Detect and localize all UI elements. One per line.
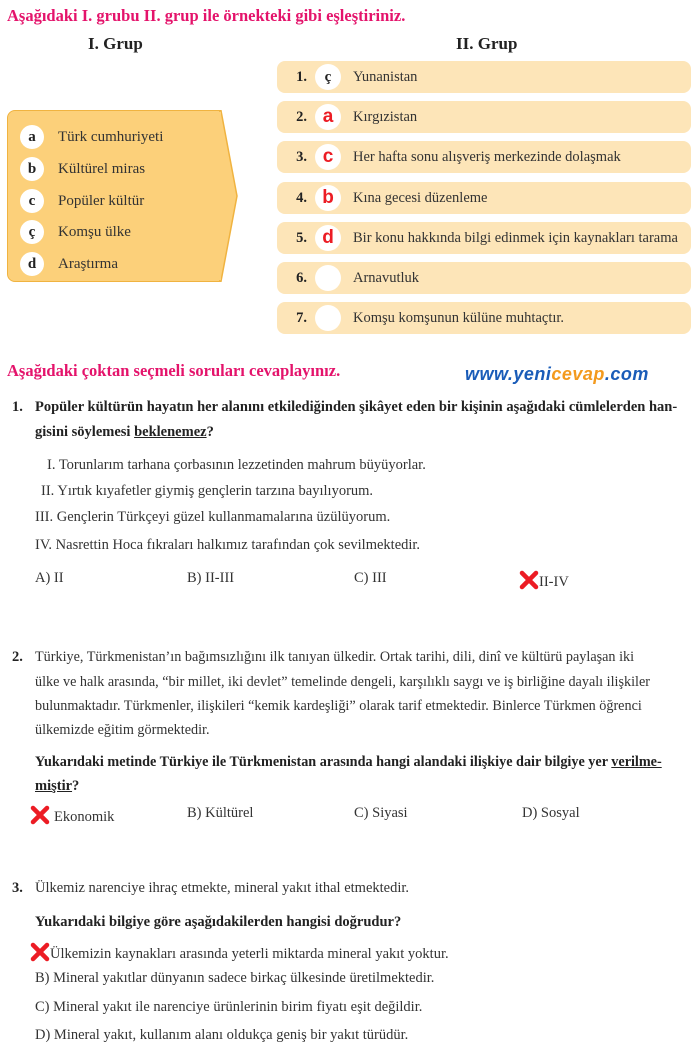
question-prompt-text: Yukarıdaki metinde Türkiye ile Türkmenistan arasında hangi alandaki ilişkiye dair bilgiye yer [35,754,612,770]
statement: II. Yırtık kıyafetler giymiş gençlerin tarzına bayılıyorum. [41,483,374,499]
question-prompt-underlined: miştir [35,778,73,794]
answer-option-selected[interactable] [519,570,569,591]
question-stem-line2: gisini söylemesi [35,424,135,440]
answer-circle[interactable]: ç [315,64,341,90]
site-www: www. [465,364,514,384]
group2-row [277,302,691,334]
group2-row [277,222,691,254]
group1-item [20,251,118,277]
question-stem [35,420,214,444]
answer-circle[interactable]: a [315,104,341,130]
answer-option-selected[interactable] [30,942,449,963]
answer-circle[interactable]: c [315,144,341,170]
question-prompt [35,750,662,774]
paragraph-line: ülkemizde eğitim görmektedir. [35,722,210,738]
group2-number: 1. [296,68,307,85]
group2-text: Her hafta sonu alışveriş merkezinde dolaşmak [353,148,621,165]
group1-label: Kültürel miras [58,160,146,177]
group2-number: 7. [296,309,307,326]
site-brand-part2: cevap [551,364,605,384]
statement: I. Torunlarım tarhana çorbasının lezzetinden mahrum büyüyorlar. [47,457,426,473]
group2-number: 2. [296,108,307,125]
group1-box [7,110,221,282]
answer-option[interactable]: A) II [35,570,64,586]
group2-number: 4. [296,189,307,206]
group1-item [20,188,144,214]
group1-label: Türk cumhuriyeti [58,128,164,145]
statement: IV. Nasrettin Hoca fıkraları halkımız tarafından çok sevilmektedir. [35,537,421,553]
group2-number: 3. [296,148,307,165]
group2-text: Kına gecesi düzenleme [353,189,488,206]
group1-letter: a [20,125,44,149]
group2-text: Kırgızistan [353,108,418,125]
question-stem-underlined: beklenemez [134,424,207,440]
group2-title: II. Grup [456,34,518,53]
group1-item [20,219,131,245]
site-watermark[interactable] [465,364,649,385]
question-number: 3. [12,880,23,896]
group1-item [20,156,145,182]
site-brand-part1: yeni [513,364,552,384]
group2-number: 5. [296,229,307,246]
question-prompt-underlined: verilme- [611,754,662,770]
answer-option-label: Ülkemizin kaynakları arasında yeterli miktarda mineral yakıt yoktur. [50,946,449,962]
paragraph-line: bulunmaktadır. Türkmenler, ilişkileri “kemik kardeşliği” olarak tarif etmektedir. Binlerce Türkmen öğrenci [35,698,642,714]
statement: III. Gençlerin Türkçeyi güzel kullanmamalarına üzülüyorum. [35,509,391,525]
cross-mark-icon [519,570,539,590]
question-stem: Ülkemiz narenciye ihraç etmekte, mineral yakıt ithal etmektedir. [35,880,410,896]
question-prompt [35,774,79,798]
group1-item [20,124,163,150]
group1-letter: d [20,252,44,276]
group2-row [277,101,691,133]
question-prompt: Yukarıdaki bilgiye göre aşağıdakilerden hangisi doğrudur? [35,914,402,930]
group2-text: Bir konu hakkında bilgi edinmek için kaynakları tarama [353,229,678,246]
question-stem-end: ? [206,424,214,440]
answer-option[interactable]: C) Siyasi [354,805,408,821]
answer-option[interactable]: C) III [354,570,387,586]
paragraph-line: Türkiye, Türkmenistan’ın bağımsızlığını ilk tanıyan ülkedir. Ortak tarihi, dili, dinî ve kültürü paylaşan iki [35,649,635,665]
group2-text: Komşu komşunun külüne muhtaçtır. [353,309,565,326]
answer-option[interactable]: B) Mineral yakıtlar dünyanın sadece birkaç ülkesinde üretilmektedir. [35,970,435,986]
answer-option-label: Ekonomik [54,809,115,825]
site-tld: .com [604,364,649,384]
group1-title: I. Grup [88,34,143,53]
group2-row [277,141,691,173]
group2-row [277,262,691,294]
question-number: 2. [12,649,23,665]
answer-option[interactable]: B) Kültürel [187,805,254,821]
question-stem-line1: Popüler kültürün hayatın her alanını etkilediğinden şikâyet eden bir kişinin aşağıdaki cümlelerden han- [35,399,678,415]
group1-label: Araştırma [58,255,118,272]
group2-row [277,182,691,214]
answer-option[interactable]: C) Mineral yakıt ile narenciye ürünlerinin birim fiyatı eşit değildir. [35,999,423,1015]
group1-letter: ç [20,220,44,244]
group1-letter: b [20,157,44,181]
cross-mark-icon [30,805,50,825]
cross-mark-icon [30,942,50,962]
answer-option-label: II-IV [539,574,569,590]
group2-number: 6. [296,269,307,286]
mc-instruction: Aşağıdaki çoktan seçmeli soruları cevaplayınız. [7,361,341,380]
group2-text: Arnavutluk [353,269,420,286]
group2-row [277,61,691,93]
group1-arrow-tip [219,110,239,282]
answer-circle[interactable] [315,305,341,331]
answer-circle[interactable] [315,265,341,291]
group1-letter: c [20,189,44,213]
answer-option[interactable]: D) Sosyal [522,805,580,821]
paragraph-line: ülke ve halk arasında, “bir millet, iki devlet” temelinde dengeli, karşılıklı saygı ve iş birliğine dayalı ilişkiler [35,674,651,690]
answer-option[interactable]: D) Mineral yakıt, kullanım alanı oldukça geniş bir yakıt türüdür. [35,1027,409,1043]
answer-circle[interactable]: d [315,225,341,251]
question-number: 1. [12,399,23,415]
answer-option[interactable]: B) II-III [187,570,235,586]
answer-circle[interactable]: b [315,185,341,211]
group1-label: Popüler kültür [58,192,145,209]
question-stem [35,395,695,419]
group2-text: Yunanistan [353,68,418,85]
matching-instruction: Aşağıdaki I. grubu II. grup ile örnekteki gibi eşleştiriniz. [7,6,406,25]
answer-option-selected[interactable] [30,805,114,826]
group1-label: Komşu ülke [58,223,131,240]
question-prompt-end: ? [72,778,80,794]
